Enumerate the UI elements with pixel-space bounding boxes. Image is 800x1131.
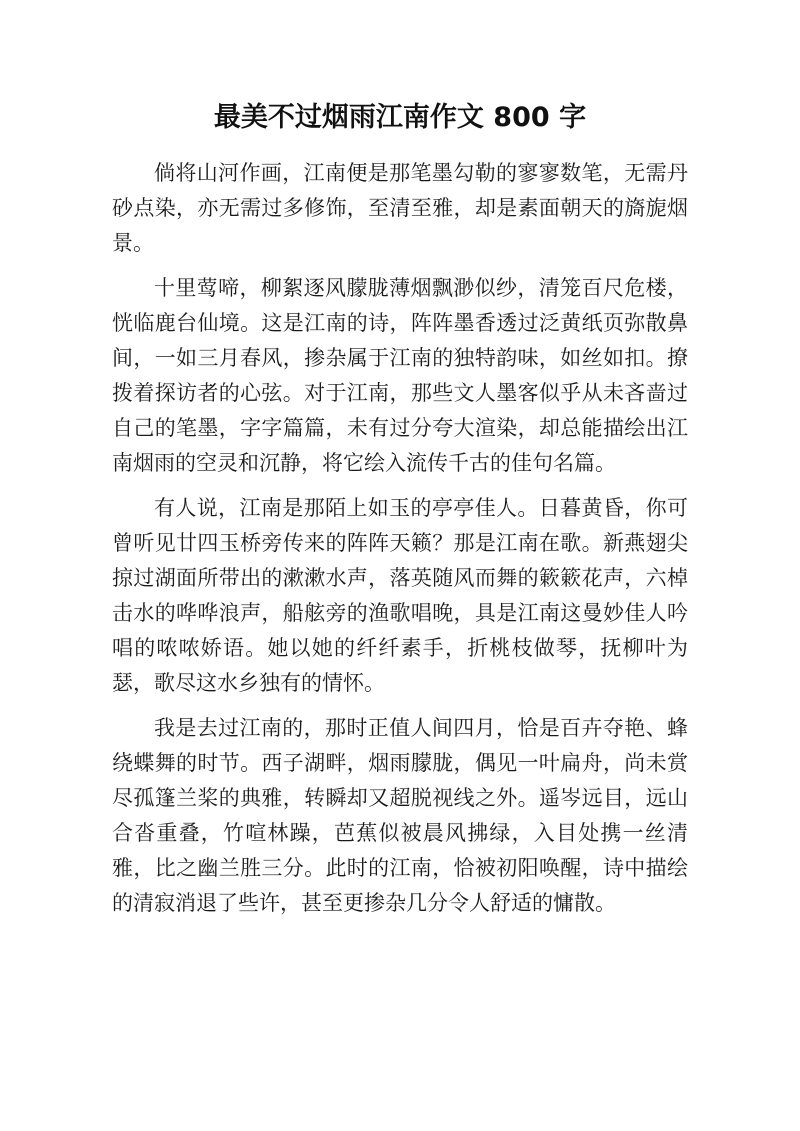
document-body — [112, 156, 688, 921]
document-title: 最美不过烟雨江南作文 800 字 — [213, 102, 587, 133]
paragraph: 倘将山河作画，江南便是那笔墨勾勒的寥寥数笔，无需丹砂点染，亦无需过多修饰，至清至雅，却是素面朝天的旖旎烟景。 — [112, 161, 688, 255]
paragraph: 十里莺啼，柳絮逐风朦胧薄烟飘渺似纱，清笼百尺危楼，恍临鹿台仙境。这是江南的诗，阵阵墨香透过泛黄纸页弥散鼻间，一如三月春风，掺杂属于江南的独特韵味，如丝如扣。撩拨着探访者的心弦。对于江南，那些文人墨客似乎从未吝啬过自己的笔墨，字字篇篇，未有过分夸大渲染，却总能描绘出江南烟雨的空灵和沉静，将它绘入流传千古的佳句名篇。 — [112, 276, 688, 475]
paragraph: 我是去过江南的，那时正值人间四月，恰是百卉夺艳、蜂绕蝶舞的时节。西子湖畔，烟雨朦胧，偶见一叶扁舟，尚未赏尽孤篷兰桨的典雅，转瞬却又超脱视线之外。遥岑远目，远山合沓重叠，竹喧林躁，芭蕉似被晨风拂绿，入目处携一丝清雅，比之幽兰胜三分。此时的江南，恰被初阳唤醒，诗中描绘的清寂消退了些许，甚至更掺杂几分令人舒适的慵散。 — [112, 716, 688, 915]
paragraph: 有人说，江南是那陌上如玉的亭亭佳人。日暮黄昏，你可曾听见廿四玉桥旁传来的阵阵天籁？那是江南在歌。新燕翅尖掠过湖面所带出的漱漱水声，落英随风而舞的簌簌花声，六棹击水的哗哗浪声，船舷旁的渔歌唱晚，具是江南这曼妙佳人吟唱的哝哝娇语。她以她的纤纤素手，折桃枝做琴，抚柳叶为瑟，歌尽这水乡独有的情怀。 — [112, 496, 688, 695]
